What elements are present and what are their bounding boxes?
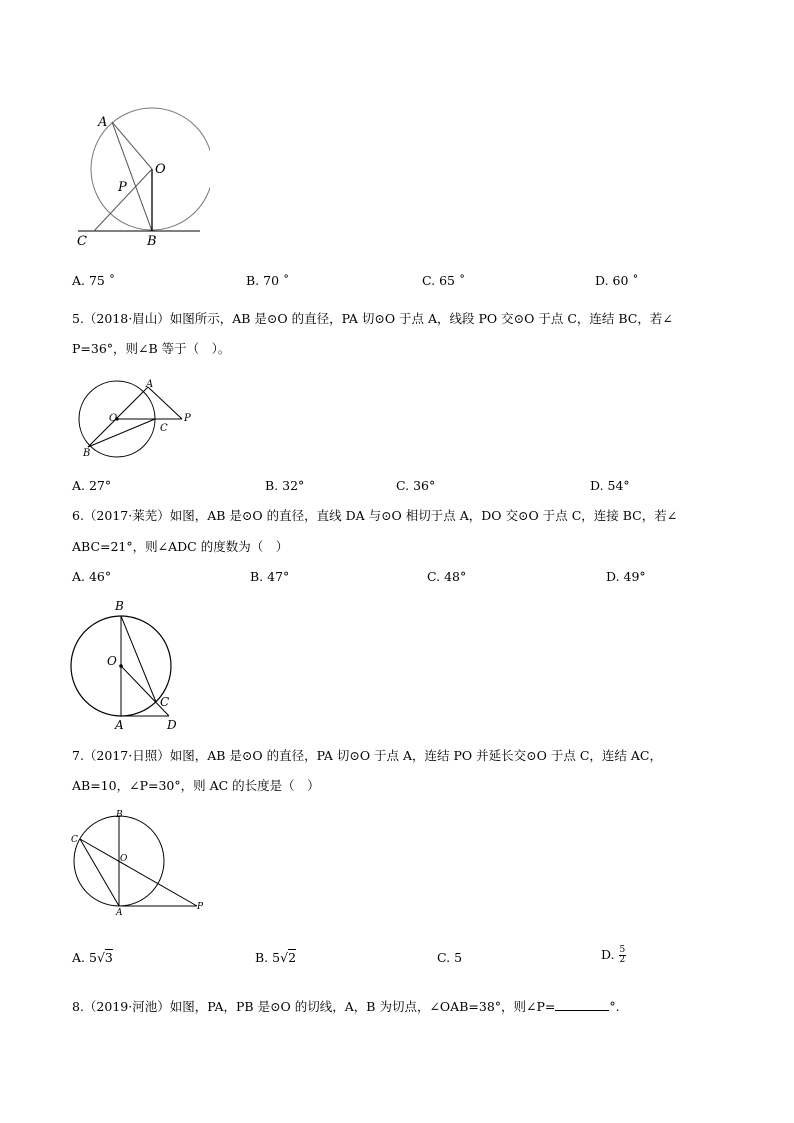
q4-option-c: C. 65 ˚ (422, 273, 466, 288)
q6-text-line2: ABC=21°，则∠ADC 的度数为（ ） (72, 539, 289, 554)
q4-label-P: P (118, 180, 127, 195)
q5-text-line2: P=36°，则∠B 等于（ ）。 (72, 341, 231, 356)
q4-option-a: A. 75 ˚ (72, 273, 116, 288)
q4-figure (70, 105, 210, 250)
q5-option-d: D. 54° (590, 478, 630, 493)
q6-option-a: A. 46° (72, 569, 112, 584)
q5-label-A: A (146, 379, 154, 390)
q5-segment-AP (148, 387, 182, 419)
q6-option-c: C. 48° (427, 569, 467, 584)
q7-option-d-numerator: 5 (619, 945, 626, 955)
q8-text-before: 8.（2019·河池）如图，PA，PB 是⊙O 的切线，A，B 为切点，∠OAB=38°，则∠P= (72, 999, 556, 1014)
q7-option-a-radicand: 3 (104, 950, 113, 965)
q6-figure (66, 598, 186, 734)
q5-text-line1: 5.（2018·眉山）如图所示，AB 是⊙O 的直径，PA 切⊙O 于点 A，线段 PO 交⊙O 于点 C，连结 BC，若∠ (72, 311, 673, 326)
q4-label-C: C (77, 234, 87, 249)
q5-label-O: O (109, 413, 118, 424)
q6-option-b: B. 47° (250, 569, 290, 584)
q6-segment-BC (121, 616, 156, 702)
q7-option-b-radicand: 2 (288, 950, 297, 965)
q6-label-O: O (107, 654, 117, 668)
q8-answer-blank[interactable] (555, 998, 609, 1011)
q6-label-D: D (167, 718, 177, 732)
q5-label-P: P (184, 413, 191, 424)
q6-text-line1: 6.（2017·莱芜）如图，AB 是⊙O 的直径，直线 DA 与⊙O 相切于点 A，DO 交⊙O 于点 C，连接 BC，若∠ (72, 508, 678, 523)
q4-circle (91, 108, 210, 230)
q8-text (72, 998, 620, 1015)
q4-label-B: B (147, 234, 157, 249)
q6-label-C: C (160, 695, 170, 709)
q7-figure (66, 808, 216, 918)
q4-segment-AB (112, 122, 152, 231)
q7-option-d-fraction (619, 946, 627, 965)
q7-option-b-prefix: B. 5 (255, 950, 281, 965)
q5-option-c: C. 36° (396, 478, 436, 493)
q6-option-d: D. 49° (606, 569, 646, 584)
q7-option-d (601, 946, 626, 965)
q4-segment-AO (112, 122, 152, 169)
q6-label-A: A (115, 718, 124, 732)
q7-label-P: P (197, 902, 204, 912)
q5-segment-BC (88, 419, 155, 447)
q7-text-line1: 7.（2017·日照）如图，AB 是⊙O 的直径，PA 切⊙O 于点 A，连结 PO 并延长交⊙O 于点 C，连结 AC， (72, 748, 662, 763)
q4-option-b: B. 70 ˚ (246, 273, 290, 288)
q8-text-after: °. (609, 999, 620, 1014)
q7-segment-CP (80, 839, 197, 906)
q5-option-b: B. 32° (265, 478, 305, 493)
q4-label-O: O (155, 162, 166, 177)
q7-segment-CA (80, 839, 119, 906)
q7-option-d-denominator: 2 (619, 955, 626, 965)
q7-option-a-prefix: A. 5 (72, 950, 97, 965)
q6-label-B: B (115, 599, 124, 613)
q7-option-c: C. 5 (437, 950, 463, 965)
q7-option-d-prefix: D. (601, 947, 619, 962)
q7-label-B: B (116, 810, 123, 820)
q7-label-O: O (120, 854, 128, 864)
q7-option-b: B. 5√2 (255, 950, 297, 965)
q7-label-C: C (71, 835, 78, 845)
q7-label-A: A (116, 908, 123, 918)
q6-center-dot (119, 664, 123, 668)
q5-label-B: B (83, 448, 91, 459)
q7-text-line2: AB=10，∠P=30°，则 AC 的长度是（ ） (72, 778, 320, 793)
q5-label-C: C (160, 423, 168, 434)
q5-option-a: A. 27° (72, 478, 112, 493)
q7-option-a: A. 5√3 (72, 950, 113, 965)
q4-label-A: A (98, 115, 108, 130)
q4-option-d: D. 60 ˚ (595, 273, 639, 288)
q4-segment-CO (94, 169, 152, 231)
q5-figure (72, 375, 202, 465)
q5-diameter-AB (88, 387, 148, 447)
